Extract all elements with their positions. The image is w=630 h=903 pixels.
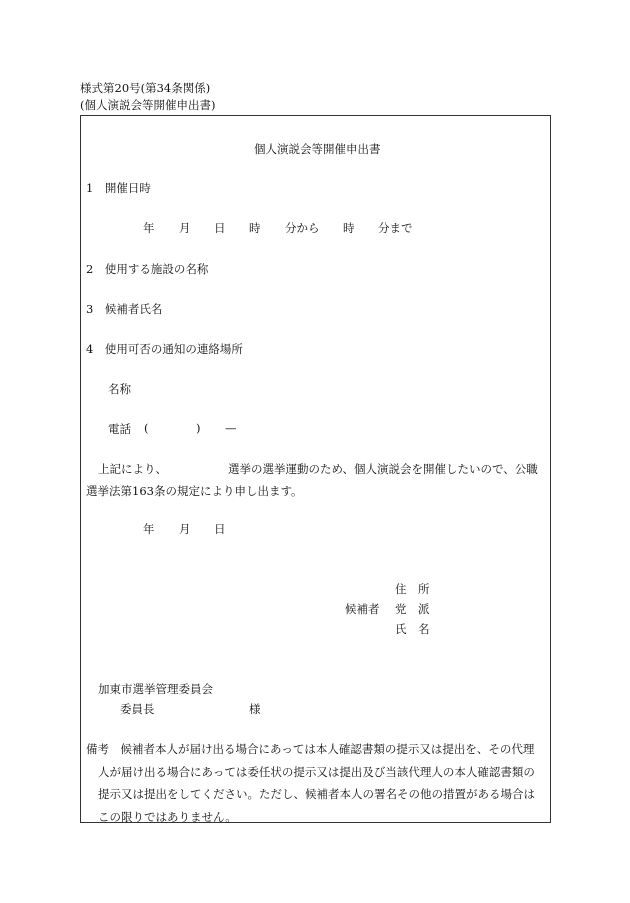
remark-line-2: 人が届け出る場合にあっては委任状の提示又は提出及び当該代理人の本人確認書類の bbox=[98, 764, 535, 779]
unit-year: 年 bbox=[143, 221, 155, 235]
section-4-label: 4 使用可否の通知の連絡場所 bbox=[86, 342, 243, 356]
section-1-label: 1 開催日時 bbox=[86, 181, 151, 195]
phone-label: 電話 bbox=[108, 422, 131, 436]
chairperson-title: 委員長 bbox=[120, 702, 155, 716]
unit-day: 日 bbox=[214, 221, 226, 235]
statement-part-1: 上記により、 bbox=[98, 462, 167, 476]
phone-open-paren: ( bbox=[144, 421, 149, 435]
statement-part-2: 選挙の選挙運動のため、個人演説会を開催したいので、公職 bbox=[228, 462, 538, 476]
unit-month: 月 bbox=[179, 221, 191, 235]
form-number: 様式第20号(第34条関係) bbox=[80, 81, 211, 95]
committee-name: 加東市選挙管理委員会 bbox=[98, 682, 213, 696]
signer-party-label: 党 派 bbox=[395, 602, 430, 616]
phone-dash: — bbox=[225, 421, 237, 435]
form-subtitle: (個人演説会等開催申出書) bbox=[80, 98, 216, 112]
remark-line-1: 備考 候補者本人が届け出る場合にあっては本人確認書類の提示又は提出を、その代理 bbox=[86, 742, 535, 756]
signer-address-label: 住 所 bbox=[395, 582, 430, 596]
honorific: 様 bbox=[249, 702, 261, 716]
remark-line-3: 提示又は提出をしてください。ただし、候補者本人の署名その他の措置がある場合は bbox=[98, 787, 535, 801]
document-title: 個人演説会等開催申出書 bbox=[254, 142, 381, 156]
unit-hour: 時 bbox=[249, 221, 261, 235]
date-month: 月 bbox=[179, 522, 191, 536]
section-2-label: 2 使用する施設の名称 bbox=[86, 262, 209, 276]
phone-close-paren: ) bbox=[196, 421, 201, 435]
section-3-label: 3 候補者氏名 bbox=[86, 302, 163, 316]
remark-line-4: この限りではありません。 bbox=[98, 809, 237, 824]
signer-name-label: 氏 名 bbox=[395, 622, 430, 636]
signer-role: 候補者 bbox=[345, 602, 380, 616]
unit-hour-end: 時 bbox=[343, 221, 355, 235]
unit-minute-until: 分まで bbox=[378, 221, 413, 235]
contact-name-label: 名称 bbox=[108, 382, 131, 396]
date-day: 日 bbox=[214, 522, 226, 536]
date-year: 年 bbox=[143, 522, 155, 536]
remark-block bbox=[86, 738, 546, 828]
statement-line-2: 選挙法第163条の規定により申し出ます。 bbox=[86, 484, 303, 498]
unit-minute-from: 分から bbox=[285, 221, 320, 235]
